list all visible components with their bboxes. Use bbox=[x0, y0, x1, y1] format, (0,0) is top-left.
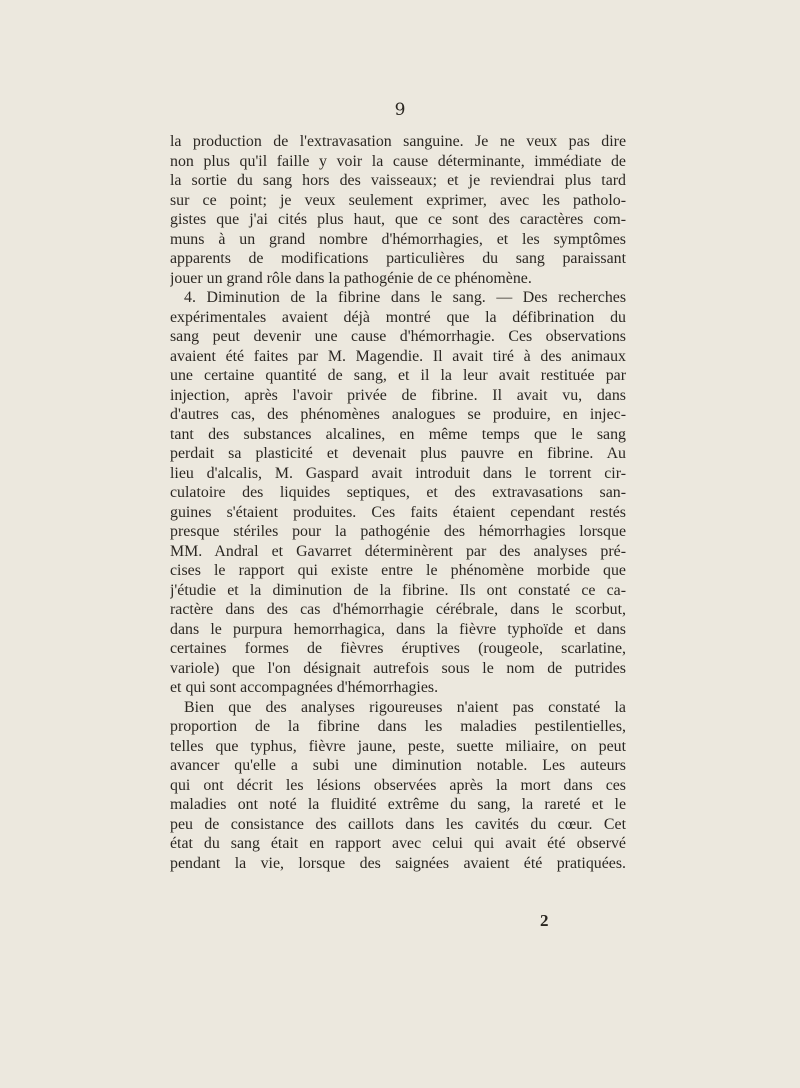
text-line: sur ce point; je veux seulement exprimer, avec les patholo- bbox=[170, 191, 626, 209]
text-line: ractère dans des cas d'hémorrhagie cérébrale, dans le scorbut, bbox=[170, 601, 626, 618]
text-line: j'étudie et la diminution de la fibrine. Ils ont constaté ce ca- bbox=[170, 581, 626, 599]
text-line: et qui sont accompagnées d'hémorrhagies. bbox=[170, 679, 439, 696]
text-line: sang peut devenir une cause d'hémorrhagie. Ces observations bbox=[170, 328, 626, 345]
text-line: muns à un grand nombre d'hémorrhagies, et les symptômes bbox=[170, 230, 626, 248]
text-line: certaines formes de fièvres éruptives (rougeole, scarlatine, bbox=[170, 640, 626, 657]
body-text bbox=[170, 132, 626, 873]
text-line: expérimentales avaient déjà montré que la défibrination du bbox=[170, 308, 626, 326]
text-line: Bien que des analyses rigoureuses n'aient pas constaté la bbox=[184, 698, 626, 716]
text-line: pendant la vie, lorsque des saignées avaient été pratiquées. bbox=[170, 854, 626, 872]
text-line: la production de l'extravasation sanguine. Je ne veux pas dire bbox=[170, 133, 626, 150]
text-line: une certaine quantité de sang, et il la leur avait restituée par bbox=[170, 367, 626, 384]
signature-mark: 2 bbox=[540, 911, 549, 930]
text-line: dans le purpura hemorrhagica, dans la fièvre typhoïde et dans bbox=[170, 620, 626, 638]
text-line: telles que typhus, fièvre jaune, peste, suette miliaire, on peut bbox=[170, 737, 626, 755]
text-line: peu de consistance des caillots dans les cavités du cœur. Cet bbox=[170, 815, 626, 833]
text-line: proportion de la fibrine dans les maladies pestilentielles, bbox=[170, 718, 626, 735]
text-line: gistes que j'ai cités plus haut, que ce sont des caractères com- bbox=[170, 211, 626, 228]
text-line: avancer qu'elle a subi une diminution notable. Les auteurs bbox=[170, 757, 626, 774]
text-line: perdait sa plasticité et devenait plus pauvre en fibrine. Au bbox=[170, 445, 626, 462]
text-line: variole) que l'on désignait autrefois sous le nom de putrides bbox=[170, 659, 626, 677]
text-line: qui ont décrit les lésions observées après la mort dans ces bbox=[170, 776, 626, 794]
text-line: 4. Diminution de la fibrine dans le sang. — Des recherches bbox=[184, 289, 626, 306]
text-line: d'autres cas, des phénomènes analogues se produire, en injec- bbox=[170, 406, 626, 423]
text-line: maladies ont noté la fluidité extrême du sang, la rareté et le bbox=[170, 796, 626, 813]
text-line: la sortie du sang hors des vaisseaux; et je reviendrai plus tard bbox=[170, 172, 626, 189]
text-line: culatoire des liquides septiques, et des extravasations san- bbox=[170, 484, 626, 501]
text-line: injection, après l'avoir privée de fibrine. Il avait vu, dans bbox=[170, 386, 626, 404]
text-line: jouer un grand rôle dans la pathogénie de ce phénomène. bbox=[170, 269, 532, 287]
text-line: lieu d'alcalis, M. Gaspard avait introduit dans le torrent cir- bbox=[170, 464, 626, 482]
text-line: non plus qu'il faille y voir la cause déterminante, immédiate de bbox=[170, 152, 626, 170]
text-line: MM. Andral et Gavarret déterminèrent par des analyses pré- bbox=[170, 542, 626, 560]
text-line: avaient été faites par M. Magendie. Il avait tiré à des animaux bbox=[170, 347, 626, 365]
text-line: presque stériles pour la pathogénie des hémorrhagies lorsque bbox=[170, 523, 626, 540]
page-number: 9 bbox=[394, 100, 406, 120]
text-line: tant des substances alcalines, en même temps que le sang bbox=[170, 425, 626, 443]
text-line: guines s'étaient produites. Ces faits étaient cependant restés bbox=[170, 503, 626, 521]
text-line: état du sang était en rapport avec celui qui avait été observé bbox=[170, 835, 626, 852]
text-line: cises le rapport qui existe entre le phénomène morbide que bbox=[170, 562, 626, 579]
text-line: apparents de modifications particulières du sang paraissant bbox=[170, 250, 626, 267]
